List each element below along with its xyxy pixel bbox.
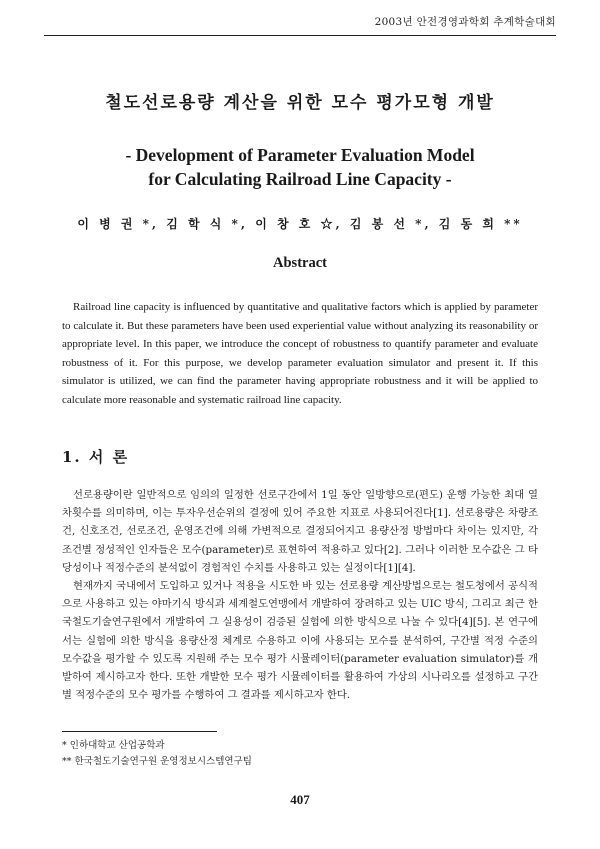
english-title	[0, 143, 600, 191]
body-paragraph-2: 현재까지 국내에서 도입하고 있거나 적용을 시도한 바 있는 선로용량 계산방법으로는 철도청에서 공식적으로 사용하고 있는 야마기식 방식과 세계철도연맹에서 개발하여 장려하고 있는 UIC 방식, 그리고 최근 한국철도기술연구원에서 개발하여 그 실용성이 검증된 실험에 의한 방식으로 나눌 수 있다[4][5]. 본 연구에서는 실험에 의한 방식을 용량산정 체계로 수용하고 이에 사용되는 모수를 분석하여, 구간별 적정 수준의 모수값을 평가할 수 있도록 지원해 주는 모수 평가 시뮬레이터(parameter evaluation simulator)를 개발하여 제시하고자 한다. 또한 개발한 모수 평가 시뮬레이터를 활용하여 가상의 시나리오를 설정하고 구간별 적정수준의 모수 평가를 수행하여 그 결과를 제시하고자 한다.	[62, 580, 538, 702]
conference-header: 2003년 안전경영과학회 추계학술대회	[374, 16, 556, 28]
footnote-affiliation-2: ** 한국철도기술연구원 운영정보시스템연구팀	[62, 756, 252, 767]
page-number: 407	[290, 792, 310, 807]
korean-title: 철도선로용량 계산을 위한 모수 평가모형 개발	[105, 93, 495, 113]
english-title-line-2: for Calculating Railroad Line Capacity -	[148, 169, 452, 189]
author-list: 이 병 권 *, 김 학 식 *, 이 창 호 ☆, 김 봉 선 *, 김 동 희 **	[77, 217, 523, 231]
footnote-rule	[62, 731, 217, 732]
body-paragraph-1: 선로용량이란 일반적으로 임의의 일정한 선로구간에서 1일 동안 일방향으로(편도) 운행 가능한 최대 열차횟수를 의미하며, 이는 투자우선순위의 결정에 있어 주요한 지표로 사용되어진다[1]. 선로용량은 차량조건, 신호조건, 선로조건, 운영조건에 의해 가변적으로 결정되어지고 용량산정 방법마다 차이는 있지만, 각 조건별 정성적인 인자들은 모수(parameter)로 표현하여 적용하고 있다[2]. 그러나 이러한 모수값은 그 타당성이나 적정수준의 분석없이 경험적인 수치를 사용하고 있는 실정이다[1][4].	[62, 489, 538, 574]
footnote-affiliation-1: * 인하대학교 산업공학과	[62, 740, 165, 751]
section-heading-introduction: 1. 서 론	[62, 448, 130, 466]
header-rule	[44, 35, 556, 36]
english-title-line-1: - Development of Parameter Evaluation Model	[125, 145, 475, 165]
abstract-text: Railroad line capacity is influenced by quantitative and qualitative factors which is applied by parameter to calculate it. But these parameters have been used experiential value without analyzing its reasonability or appropriate level. In this paper, we introduce the concept of robustness to quantify parameter and evaluate robustness of it. For this purpose, we develop parameter evaluation simulator and present it. If this simulator is utilized, we can find the parameter having appropriate robustness and it will be applied to calculate more reasonable and systematic railroad line capacity.	[62, 301, 538, 406]
abstract-heading: Abstract	[273, 255, 327, 271]
